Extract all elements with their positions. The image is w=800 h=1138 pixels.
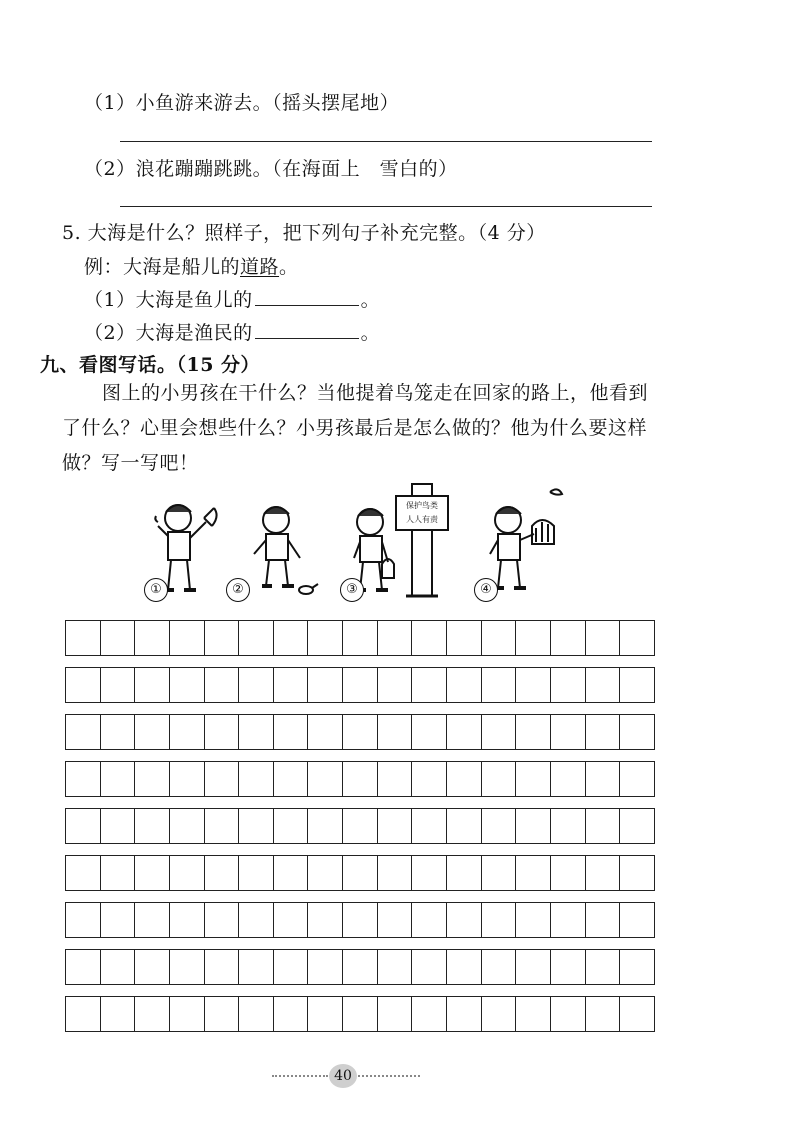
grid-cell[interactable]: [239, 950, 274, 984]
grid-cell[interactable]: [551, 668, 586, 702]
grid-cell[interactable]: [447, 809, 482, 843]
grid-cell[interactable]: [378, 715, 413, 749]
grid-cell[interactable]: [343, 903, 378, 937]
grid-cell[interactable]: [101, 950, 136, 984]
grid-cell[interactable]: [586, 621, 621, 655]
grid-cell[interactable]: [205, 856, 240, 890]
grid-cell[interactable]: [447, 762, 482, 796]
grid-cell[interactable]: [135, 762, 170, 796]
grid-cell[interactable]: [308, 621, 343, 655]
grid-cell[interactable]: [205, 809, 240, 843]
grid-cell[interactable]: [551, 903, 586, 937]
grid-cell[interactable]: [516, 809, 551, 843]
grid-cell[interactable]: [620, 809, 654, 843]
grid-cell[interactable]: [516, 997, 551, 1031]
grid-cell[interactable]: [135, 950, 170, 984]
picture-4: [474, 478, 582, 608]
grid-cell[interactable]: [101, 997, 136, 1031]
q4-item-2: （2）浪花蹦蹦跳跳。（在海面上 雪白的）: [84, 158, 458, 180]
grid-cell[interactable]: [343, 997, 378, 1031]
q5-title: 5. 大海是什么？照样子，把下列句子补充完整。（4 分）: [62, 222, 546, 244]
grid-cell[interactable]: [412, 715, 447, 749]
grid-cell[interactable]: [66, 856, 101, 890]
grid-cell[interactable]: [239, 715, 274, 749]
grid-cell[interactable]: [170, 762, 205, 796]
grid-cell[interactable]: [205, 903, 240, 937]
grid-cell[interactable]: [447, 715, 482, 749]
grid-cell[interactable]: [551, 997, 586, 1031]
grid-cell[interactable]: [170, 950, 205, 984]
grid-cell[interactable]: [412, 809, 447, 843]
q5-item-1: [84, 285, 380, 312]
grid-cell[interactable]: [412, 762, 447, 796]
grid-cell[interactable]: [378, 668, 413, 702]
q5-item-1-end: 。: [360, 289, 381, 311]
grid-cell[interactable]: [274, 809, 309, 843]
grid-cell[interactable]: [135, 903, 170, 937]
grid-cell[interactable]: [620, 903, 654, 937]
grid-cell[interactable]: [170, 856, 205, 890]
grid-cell[interactable]: [447, 621, 482, 655]
grid-cell[interactable]: [378, 856, 413, 890]
grid-cell[interactable]: [620, 997, 654, 1031]
grid-cell[interactable]: [412, 621, 447, 655]
svg-text:保护鸟类: 保护鸟类: [406, 501, 438, 510]
grid-cell[interactable]: [239, 621, 274, 655]
grid-cell[interactable]: [101, 903, 136, 937]
grid-cell[interactable]: [586, 715, 621, 749]
grid-cell[interactable]: [343, 950, 378, 984]
q5-blank-2[interactable]: [255, 320, 359, 339]
grid-cell[interactable]: [516, 950, 551, 984]
grid-cell[interactable]: [170, 997, 205, 1031]
grid-cell[interactable]: [135, 668, 170, 702]
grid-row[interactable]: [65, 902, 655, 938]
grid-cell[interactable]: [482, 809, 517, 843]
grid-cell[interactable]: [586, 950, 621, 984]
grid-cell[interactable]: [482, 621, 517, 655]
grid-cell[interactable]: [101, 621, 136, 655]
answer-line-1[interactable]: [120, 141, 652, 142]
grid-cell[interactable]: [447, 997, 482, 1031]
grid-row[interactable]: [65, 949, 655, 985]
grid-cell[interactable]: [101, 762, 136, 796]
grid-cell[interactable]: [620, 762, 654, 796]
grid-cell[interactable]: [343, 809, 378, 843]
grid-cell[interactable]: [170, 809, 205, 843]
grid-cell[interactable]: [66, 903, 101, 937]
grid-cell[interactable]: [516, 856, 551, 890]
grid-cell[interactable]: [378, 809, 413, 843]
page-footer: [0, 1064, 800, 1088]
grid-cell[interactable]: [482, 715, 517, 749]
footer-dotted-rule-left: [272, 1075, 328, 1077]
page-number: 40: [329, 1064, 357, 1088]
grid-cell[interactable]: [447, 950, 482, 984]
grid-row[interactable]: [65, 855, 655, 891]
picture-number-1: ①: [144, 578, 168, 602]
q5-item-2-end: 。: [360, 322, 381, 344]
grid-cell[interactable]: [239, 856, 274, 890]
picture-2: [226, 478, 334, 608]
grid-cell[interactable]: [274, 762, 309, 796]
grid-cell[interactable]: [343, 621, 378, 655]
grid-cell[interactable]: [274, 668, 309, 702]
grid-cell[interactable]: [66, 621, 101, 655]
grid-cell[interactable]: [170, 668, 205, 702]
grid-row[interactable]: [65, 761, 655, 797]
q5-blank-1[interactable]: [255, 287, 359, 306]
grid-cell[interactable]: [170, 621, 205, 655]
grid-cell[interactable]: [516, 621, 551, 655]
grid-row[interactable]: [65, 620, 655, 656]
grid-cell[interactable]: [205, 621, 240, 655]
grid-cell[interactable]: [620, 856, 654, 890]
footer-dotted-rule-right: [358, 1075, 420, 1077]
grid-cell[interactable]: [482, 668, 517, 702]
grid-cell[interactable]: [378, 621, 413, 655]
grid-cell[interactable]: [239, 903, 274, 937]
grid-cell[interactable]: [551, 950, 586, 984]
grid-cell[interactable]: [551, 715, 586, 749]
grid-cell[interactable]: [412, 668, 447, 702]
grid-cell[interactable]: [308, 668, 343, 702]
grid-row[interactable]: [65, 996, 655, 1032]
picture-number-2: ②: [226, 578, 250, 602]
grid-cell[interactable]: [205, 950, 240, 984]
grid-cell[interactable]: [274, 715, 309, 749]
grid-cell[interactable]: [586, 762, 621, 796]
grid-cell[interactable]: [551, 762, 586, 796]
grid-row[interactable]: [65, 808, 655, 844]
svg-text:人人有责: 人人有责: [406, 515, 438, 524]
grid-cell[interactable]: [482, 997, 517, 1031]
grid-cell[interactable]: [101, 809, 136, 843]
grid-cell[interactable]: [586, 997, 621, 1031]
grid-cell[interactable]: [378, 997, 413, 1031]
grid-row[interactable]: [65, 714, 655, 750]
q5-item-1-prefix: （1）大海是鱼儿的: [84, 289, 253, 311]
grid-cell[interactable]: [308, 903, 343, 937]
grid-cell[interactable]: [620, 715, 654, 749]
grid-cell[interactable]: [101, 668, 136, 702]
section-9-prompt: 图上的小男孩在干什么？当他提着鸟笼走在回家的路上，他看到了什么？心里会想些什么？小男孩最后是怎么做的？他为什么要这样做？写一写吧！: [62, 382, 649, 474]
grid-cell[interactable]: [205, 668, 240, 702]
grid-cell[interactable]: [274, 950, 309, 984]
grid-cell[interactable]: [586, 856, 621, 890]
q5-example-answer: 道路: [240, 256, 280, 278]
grid-cell[interactable]: [586, 668, 621, 702]
picture-number-4: ④: [474, 578, 498, 602]
q5-item-2: [84, 318, 380, 345]
grid-cell[interactable]: [482, 762, 517, 796]
grid-cell[interactable]: [482, 856, 517, 890]
grid-cell[interactable]: [205, 997, 240, 1031]
grid-cell[interactable]: [274, 856, 309, 890]
grid-cell[interactable]: [516, 903, 551, 937]
grid-cell[interactable]: [620, 950, 654, 984]
grid-cell[interactable]: [66, 715, 101, 749]
grid-cell[interactable]: [551, 621, 586, 655]
grid-cell[interactable]: [239, 997, 274, 1031]
grid-cell[interactable]: [586, 809, 621, 843]
grid-cell[interactable]: [66, 950, 101, 984]
grid-cell[interactable]: [170, 903, 205, 937]
picture-3: [340, 478, 466, 608]
grid-cell[interactable]: [412, 856, 447, 890]
answer-line-2[interactable]: [120, 206, 652, 207]
grid-cell[interactable]: [205, 715, 240, 749]
grid-cell[interactable]: [274, 997, 309, 1031]
grid-cell[interactable]: [101, 715, 136, 749]
grid-cell[interactable]: [135, 715, 170, 749]
q5-example-suffix: 。: [279, 256, 299, 278]
grid-cell[interactable]: [170, 715, 205, 749]
grid-cell[interactable]: [378, 950, 413, 984]
q5-item-2-prefix: （2）大海是渔民的: [84, 322, 253, 344]
grid-cell[interactable]: [274, 903, 309, 937]
grid-cell[interactable]: [66, 997, 101, 1031]
grid-cell[interactable]: [308, 762, 343, 796]
grid-cell[interactable]: [135, 809, 170, 843]
grid-cell[interactable]: [343, 715, 378, 749]
grid-cell[interactable]: [205, 762, 240, 796]
grid-cell[interactable]: [66, 809, 101, 843]
grid-cell[interactable]: [308, 809, 343, 843]
grid-cell[interactable]: [274, 621, 309, 655]
grid-cell[interactable]: [482, 950, 517, 984]
grid-cell[interactable]: [516, 762, 551, 796]
grid-cell[interactable]: [101, 856, 136, 890]
q5-example-prefix: 例：大海是船儿的: [84, 256, 241, 278]
grid-cell[interactable]: [66, 762, 101, 796]
grid-cell[interactable]: [239, 809, 274, 843]
q4-item-1: （1）小鱼游来游去。（摇头摆尾地）: [84, 92, 400, 114]
grid-cell[interactable]: [308, 856, 343, 890]
writing-grid[interactable]: [65, 620, 655, 1043]
section-9-title: 九、看图写话。（15 分）: [40, 354, 261, 376]
grid-cell[interactable]: [620, 621, 654, 655]
grid-cell[interactable]: [412, 950, 447, 984]
grid-cell[interactable]: [551, 856, 586, 890]
grid-cell[interactable]: [378, 903, 413, 937]
grid-cell[interactable]: [447, 856, 482, 890]
grid-cell[interactable]: [343, 856, 378, 890]
grid-cell[interactable]: [412, 903, 447, 937]
grid-cell[interactable]: [135, 997, 170, 1031]
grid-cell[interactable]: [412, 997, 447, 1031]
grid-cell[interactable]: [378, 762, 413, 796]
grid-cell[interactable]: [482, 903, 517, 937]
grid-cell[interactable]: [343, 668, 378, 702]
grid-cell[interactable]: [308, 715, 343, 749]
grid-row[interactable]: [65, 667, 655, 703]
grid-cell[interactable]: [516, 668, 551, 702]
grid-cell[interactable]: [586, 903, 621, 937]
grid-cell[interactable]: [239, 762, 274, 796]
picture-number-3: ③: [340, 578, 364, 602]
grid-cell[interactable]: [447, 668, 482, 702]
q5-example: [84, 252, 299, 279]
picture-sequence: [144, 478, 578, 608]
grid-cell[interactable]: [620, 668, 654, 702]
grid-cell[interactable]: [447, 903, 482, 937]
grid-cell[interactable]: [66, 668, 101, 702]
grid-cell[interactable]: [239, 668, 274, 702]
grid-cell[interactable]: [135, 621, 170, 655]
grid-cell[interactable]: [343, 762, 378, 796]
grid-cell[interactable]: [516, 715, 551, 749]
grid-cell[interactable]: [135, 856, 170, 890]
grid-cell[interactable]: [551, 809, 586, 843]
grid-cell[interactable]: [308, 997, 343, 1031]
grid-cell[interactable]: [308, 950, 343, 984]
